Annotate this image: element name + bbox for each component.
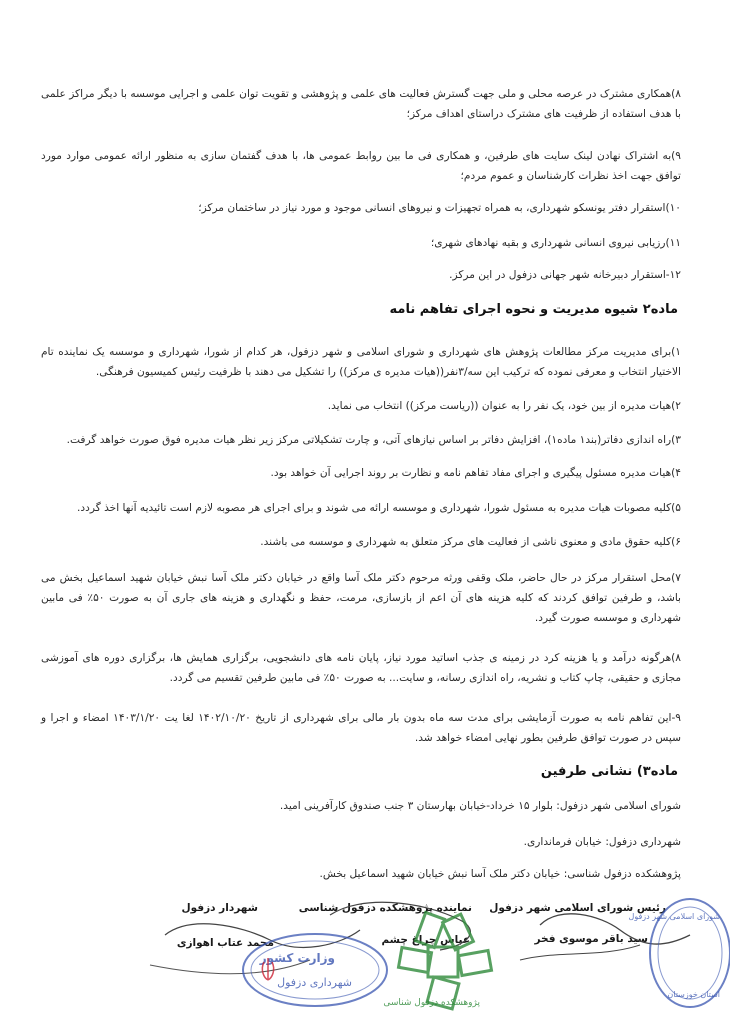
article-2-clause-1: ۱)برای مدیریت مرکز مطالعات پژوهش های شهرداری و شورای اسلامی و شهر دزفول، هر کدام از شورا، شهرداری و موسسه یک نماینده تام الاختیار انتخاب و معرفی نموده که ترکیب این سه/۳نفر((هیات مدیره ی مرکز)) را تشکیل می دهند با ظرفیت رئیس کمیسیون فرهنگی. (41, 346, 681, 378)
ministry-stamp (240, 930, 390, 1010)
article-2-clause-2: ۲)هیات مدیره از بین خود، یک نفر را به عنوان ((ریاست مرکز)) انتخاب می نماید. (327, 400, 681, 412)
article-2-clause-7: ۷)محل استقرار مرکز در حال حاضر، ملک وقفی ورثه مرحوم دکتر ملک آسا واقع در خیابان دکتر ملک آسا نبش خیابان شهید اسماعیل بخش می باشد، و طرفین توافق کردند که کلیه هزینه های آن اعم از بازسازی، مرمت، حفظ و نگهداری و هزینه های جاری آن به صورت ۵۰٪ فی مابین شهرداری و موسسه صورت گیرد. (41, 572, 681, 624)
council-stamp-ring2: استان خوزستان (667, 990, 720, 999)
ministry-stamp-line1: وزارت کشور (259, 951, 335, 965)
clause-12: ۱۲-استقرار دبیرخانه شهر جهانی دزفول در این مرکز. (449, 269, 681, 281)
council-stamp-ring: شورای اسلامی شهر دزفول (628, 912, 720, 921)
article-2-heading: ماده۲ شیوه مدیریت و نحوه اجرای تفاهم نامه (389, 302, 678, 317)
clause-9: ۹)به اشتراک نهادن لینک سایت های طرفین، و همکاری فی ما بین روابط عمومی ها، با هدف گفتمان سازی به منظور ارائه عمومی موارد مورد توافق جهت اخذ نظرات کارشناسان و عموم مردم؛ (41, 150, 681, 182)
article-3-heading: ماده۳) نشانی طرفین (540, 764, 678, 779)
clause-11: ۱۱)رزیابی نیروی انسانی شهرداری و بقیه نهادهای شهری؛ (430, 237, 681, 249)
ministry-stamp-line2: شهرداری دزفول (277, 976, 352, 989)
article-2-clause-5: ۵)کلیه مصوبات هیات مدیره به مسئول شورا، شهرداری و موسسه ارائه می شوند و برای اجرای هر مصوبه لازم است تائیدیه آنها اخذ گردد. (77, 502, 681, 514)
mayor-signatory-title: شهردار دزفول (181, 902, 258, 914)
address-institute: پژوهشکده دزفول شناسی: خیابان دکتر ملک آسا نبش خیابان شهید اسماعیل بخش. (319, 868, 681, 880)
clause-10: ۱۰)استقرار دفتر یونسکو شهرداری، به همراه تجهیزات و نیروهای انسانی موجود و مورد نیاز در ساختمان مرکز؛ (198, 202, 681, 214)
council-signatory-name: سید باقر موسوی فخر (534, 933, 648, 945)
article-2-clause-8: ۸)هرگونه درآمد و یا هزینه کرد در زمینه ی جذب اساتید مورد نیاز، پایان نامه های دانشجویی، برگزاری همایش ها، برگزاری دوره های آموزشی مجازی و حقیقی، چاپ کتاب و نشریه، راه اندازی رسانه، و سایت... به صورت ۵۰٪ فی مابین طرفین تقسیم می گردد. (41, 652, 681, 684)
mayor-signatory-name: محمد عتاب اهوازی (176, 937, 274, 949)
clause-8: ۸)همکاری مشترک در عرصه محلی و ملی جهت گسترش فعالیت های علمی و پژوهشی و تقویت توان علمی و اجرایی موسسه با دیگر مراکز علمی با هدف استفاده از ظرفیت های مشترک دراستای اهداف مرکز؛ (41, 88, 681, 120)
address-municipality: شهرداری دزفول: خیابان فرمانداری. (523, 836, 681, 848)
council-stamp (628, 893, 730, 1013)
article-2-clause-3: ۳)راه اندازی دفاتر(بند۱ ماده۱)، افزایش دفاتر بر اساس نیازهای آتی، و چارت تشکیلاتی مرکز زیر نظر هیات مدیره فوق صورت خواهد گرفت. (66, 434, 681, 446)
article-2-clause-6: ۶)کلیه حقوق مادی و معنوی ناشی از فعالیت های مرکز متعلق به شهرداری و موسسه می باشند. (260, 536, 681, 548)
article-2-clause-9: ۹-این تفاهم نامه به صورت آزمایشی برای مدت سه ماه بدون بار مالی برای شهرداری از تاریخ ۱۴۰۲/۱۰/۲۰ لغا یت ۱۴۰۳/۱/۲۰ امضاء و اجرا و سپس در صورت توافق طرفین بطور نهایی امضاء خواهد شد. (41, 712, 681, 744)
article-2-clause-4: ۴)هیات مدیره مسئول پیگیری و اجرای مفاد تفاهم نامه و نظارت بر روند اجرایی آن خواهد بود. (270, 467, 681, 479)
institute-signatory-name: عباس چراغ چشم (381, 934, 470, 946)
address-council: شورای اسلامی شهر دزفول: بلوار ۱۵ خرداد-خیابان بهارستان ۳ جنب صندوق کارآفرینی امید. (279, 800, 681, 812)
institute-signatory-title: نماینده پژوهشکده دزفول شناسی (298, 902, 472, 914)
institute-stamp (383, 905, 500, 1015)
institute-stamp-text: پژوهشکده دزفول شناسی (383, 998, 480, 1008)
council-signature-stroke (520, 945, 640, 960)
council-signatory-title: رئیس شورای اسلامی شهر دزفول (489, 902, 666, 914)
